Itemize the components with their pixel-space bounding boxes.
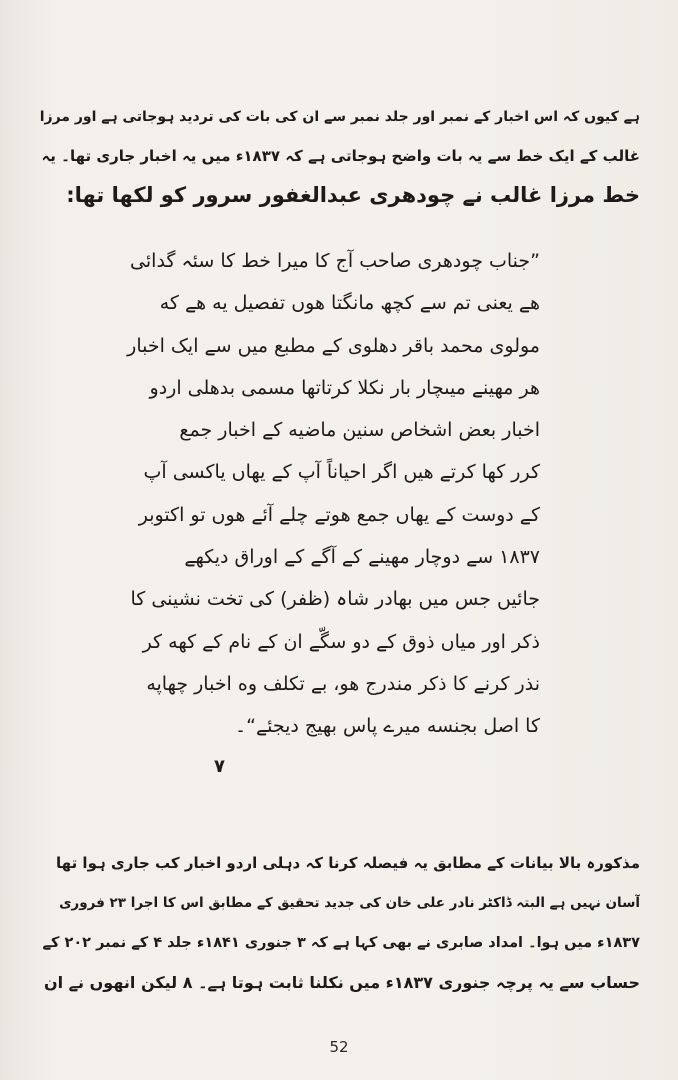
text-line: ہے کیوں کہ اس اخبار کے نمبر اور جلد نمبر سے ان کی بات کی تردید ہوجاتی ہے اور مرزا bbox=[40, 109, 640, 125]
quote-line: کا اصل بجنسه میرے پاس بهیج دیجئے“۔ bbox=[235, 715, 540, 738]
footnote-marker: ۷ bbox=[214, 756, 225, 777]
text-line: غالب کے ایک خط سے یہ بات واضح ہوجاتی ہے کہ ۱۸۳۷ء میں یہ اخبار جاری تھا۔ یہ bbox=[41, 147, 640, 165]
quote-line: ۱۸۳۷ سے دوچار مهینے کے آگے کے اوراق دیکھے bbox=[184, 546, 540, 569]
quote-line: نذر کرنے کا ذکر مندرج هو، بے تکلف وه اخبار چهاپه bbox=[146, 672, 540, 695]
text-line: خط مرزا غالب نے چودھری عبدالغفور سرور کو لکھا تھا: bbox=[66, 183, 640, 207]
text-line: ۱۸۳۷ء میں ہوا۔ امداد صابری نے بھی کہا ہے کہ ۳ جنوری ۱۸۴۱ء جلد ۴ کے نمبر ۲۰۲ کے bbox=[42, 935, 640, 951]
intro-paragraph bbox=[40, 98, 640, 215]
quote-line: مولوی محمد باقر دهلوی کے مطبع میں سے ایک اخبار bbox=[127, 334, 540, 357]
conclusion-paragraph bbox=[40, 843, 640, 1003]
quote-line: کے دوست کے یهاں جمع هوتے چلے آئے هوں تو اکتوبر bbox=[138, 503, 540, 526]
text-line: مذکورہ بالا بیانات کے مطابق یہ فیصلہ کرنا کہ دہلی اردو اخبار کب جاری ہوا تھا bbox=[56, 854, 640, 872]
quote-line: ”جناب چودھری صاحب آج کا میرا خط کا سئہ گدائی bbox=[130, 250, 540, 272]
quote-line: اخبار بعض اشخاص سنین ماضیه کے اخبار جمع bbox=[179, 419, 540, 442]
page-number: 52 bbox=[329, 1038, 349, 1056]
quote-line: هر مهینے میںچار بار نکلا کرتاتها مسمی بدهلی اردو bbox=[149, 376, 540, 399]
ghalib-letter-quote bbox=[100, 240, 540, 748]
text-line: حساب سے یہ پرچہ جنوری ۱۸۳۷ء میں نکلنا ثابت ہوتا ہے۔ ۸ لیکن انھوں نے ان bbox=[43, 973, 640, 992]
text-line: آسان نہیں ہے البتہ ڈاکٹر نادر علی خان کی جدید تحقیق کے مطابق اس کا اجرا ۲۳ فروری bbox=[59, 895, 640, 911]
quote-line: ذکر اور میاں ذوق کے دو سگّے ان کے نام کے کهه کر bbox=[142, 630, 540, 653]
quote-line: کرر کها کرتے هیں اگر احیاناً آپ کے یهاں یاکسی آپ bbox=[143, 461, 540, 484]
quote-line: هے یعنی تم سے کچھ مانگتا هوں تفصیل یه هے که bbox=[159, 292, 540, 315]
quote-line: جائیں جس میں بهادر شاہ (ظفر) کی تخت نشینی کا bbox=[130, 588, 540, 611]
